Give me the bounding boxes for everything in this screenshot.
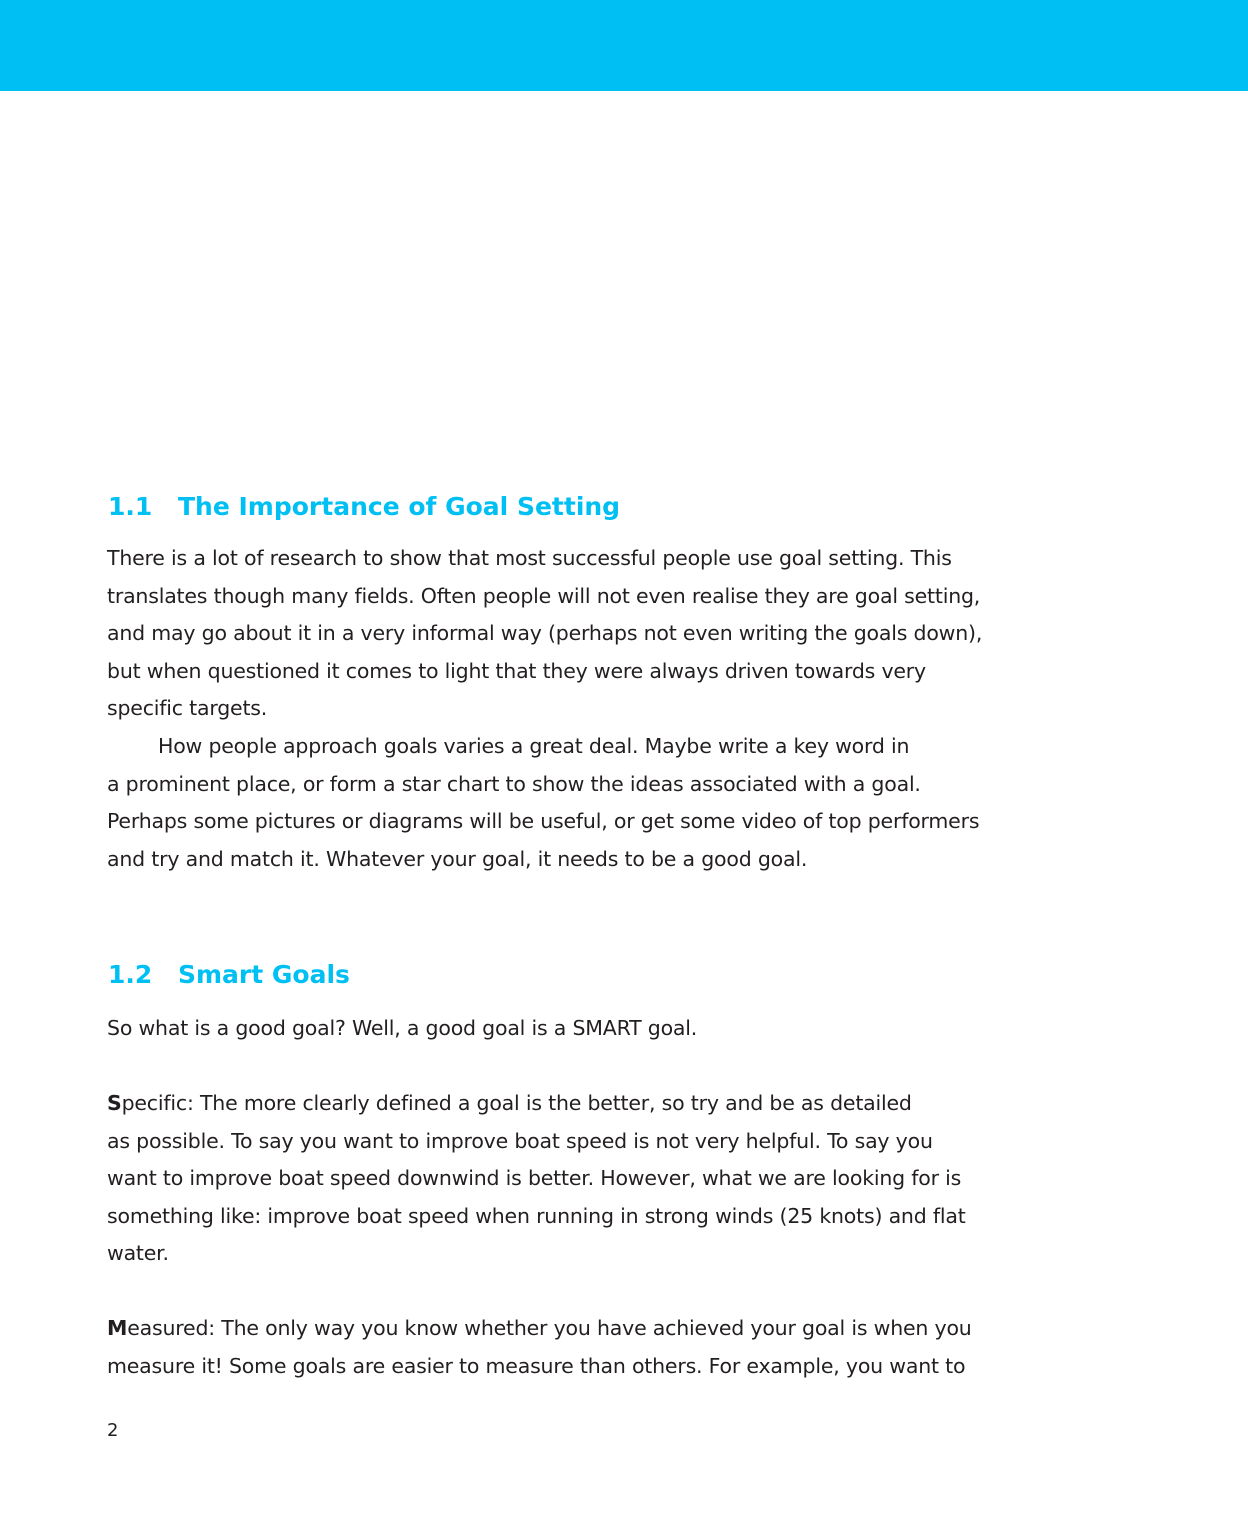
paragraph-specific bbox=[107, 1085, 966, 1273]
section-number: 1.2 bbox=[108, 960, 153, 989]
section-number: 1.1 bbox=[108, 492, 153, 521]
text-line: want to improve boat speed downwind is better. However, what we are looking for is bbox=[107, 1166, 962, 1191]
text-line: There is a lot of research to show that most successful people use goal setting. This bbox=[107, 546, 952, 570]
text-line: Perhaps some pictures or diagrams will be useful, or get some video of top performers bbox=[107, 809, 980, 834]
paragraph-smart-intro bbox=[107, 1010, 697, 1048]
text-line: specific targets. bbox=[107, 696, 268, 721]
text-line: and try and match it. Whatever your goal, it needs to be a good goal. bbox=[107, 846, 808, 871]
text-line: water. bbox=[107, 1241, 169, 1266]
text-line: but when questioned it comes to light that they were always driven towards very bbox=[107, 658, 926, 683]
text-line: translates though many fields. Often people will not even realise they are goal setting, bbox=[107, 583, 981, 608]
text-line: something like: improve boat speed when running in strong winds (25 knots) and flat bbox=[107, 1203, 966, 1228]
section-heading-1-1 bbox=[108, 492, 620, 521]
header-band bbox=[0, 0, 1248, 91]
page-number: 2 bbox=[107, 1420, 119, 1441]
text-line: pecific: The more clearly defined a goal is the better, so try and be as detailed bbox=[121, 1091, 912, 1115]
text-line: So what is a good goal? Well, a good goal is a SMART goal. bbox=[107, 1016, 698, 1040]
drop-initial: M bbox=[107, 1316, 128, 1340]
section-heading-1-2 bbox=[108, 960, 350, 989]
text-line: How people approach goals varies a great deal. Maybe write a key word in bbox=[158, 733, 910, 758]
drop-initial: S bbox=[107, 1091, 122, 1115]
section-title: The Importance of Goal Setting bbox=[178, 492, 621, 521]
section-title: Smart Goals bbox=[178, 960, 350, 989]
paragraph-goal-setting bbox=[107, 540, 982, 878]
text-line: measure it! Some goals are easier to measure than others. For example, you want to bbox=[107, 1353, 966, 1378]
text-line: easured: The only way you know whether you have achieved your goal is when you bbox=[127, 1316, 972, 1340]
text-line: and may go about it in a very informal way (perhaps not even writing the goals down), bbox=[107, 621, 983, 646]
text-line: as possible. To say you want to improve boat speed is not very helpful. To say you bbox=[107, 1128, 933, 1153]
text-line: a prominent place, or form a star chart to show the ideas associated with a goal. bbox=[107, 771, 921, 796]
paragraph-measured bbox=[107, 1310, 972, 1385]
